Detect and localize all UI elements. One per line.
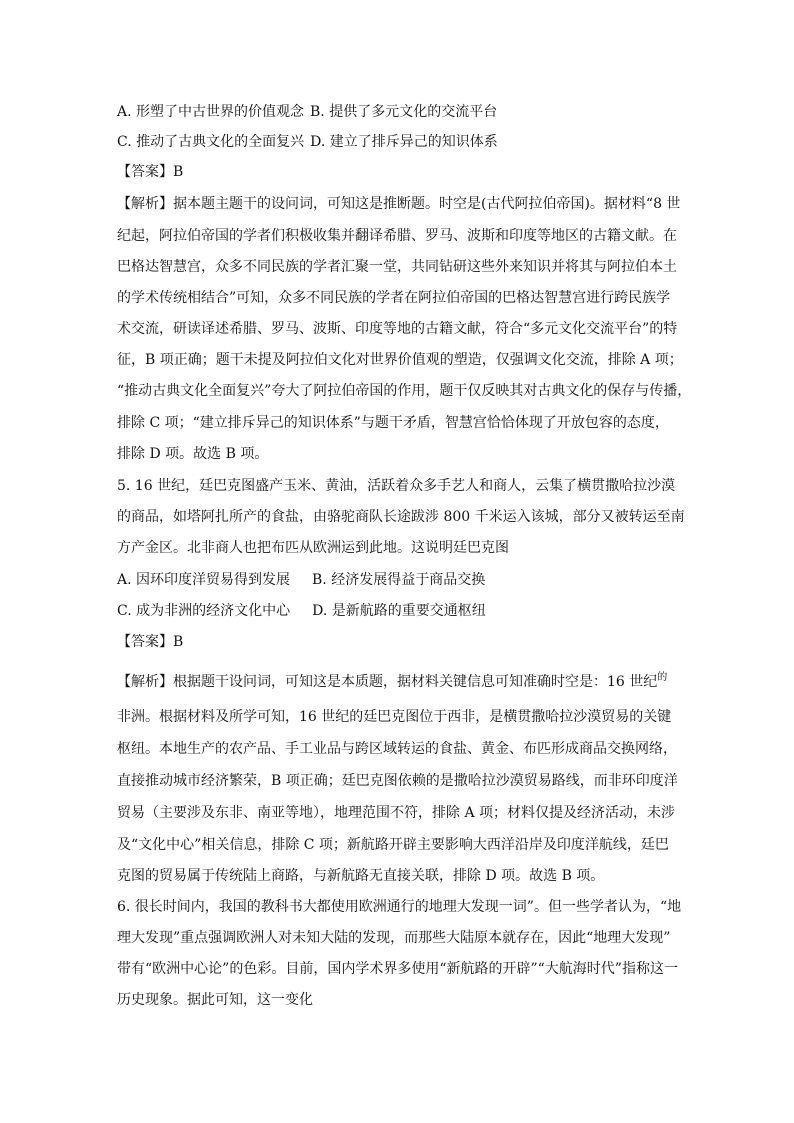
q5-analysis-sup: 的 bbox=[657, 672, 668, 683]
q5-option-b: B. 经济发展得益于商品交换 bbox=[312, 572, 486, 588]
q6-stem-line-1: 6. 很长时间内，我国的教科书大都使用欧洲通行的地理大发现一词”。但一些学者认为，“地 bbox=[117, 899, 682, 915]
q5-analysis-line-2: 非洲。根据材料及所学可知，16 世纪的廷巴克图位于西非，是横贯撒哈拉沙漠贸易的关键 bbox=[117, 709, 672, 725]
q4-answer-label: 【答案】 bbox=[117, 164, 173, 180]
q4-analysis-line-7: “推动古典文化全面复兴”夸大了阿拉伯帝国的作用，题干仅反映其对古典文化的保存与传播， bbox=[117, 383, 692, 399]
q5-answer-value: B bbox=[173, 634, 184, 650]
q4-analysis-line-6: 征，B 项正确；题干未提及阿拉伯文化对世界价值观的塑造，仅强调文化交流，排除 A 项； bbox=[117, 352, 683, 368]
q4-option-d: D. 建立了排斥异己的知识体系 bbox=[310, 134, 498, 150]
q4-answer-value: B bbox=[173, 164, 184, 180]
q4-analysis-text: 据本题主题干的设问词，可知这是推断题。时空是(古代阿拉伯帝国)。据材料“8 世 bbox=[173, 196, 681, 212]
q4-analysis-line-2: 纪起，阿拉伯帝国的学者们积极收集并翻译希腊、罗马、波斯和印度等地区的古籍文献。在 bbox=[117, 228, 677, 244]
q6-stem-line-4: 历史现象。据此可知，这一变化 bbox=[117, 992, 313, 1008]
q5-analysis-line-4: 直接推动城市经济繁荣，B 项正确；廷巴克图依赖的是撒哈拉沙漠贸易路线，而非环印度洋 bbox=[117, 773, 678, 789]
q4-options-row-1 bbox=[117, 102, 497, 122]
q5-analysis-line-5: 贸易（主要涉及东非、南亚等地），地理范围不符，排除 A 项；材料仅提及经济活动，未涉 bbox=[117, 805, 676, 821]
q5-option-c: C. 成为非洲的经济文化中心 bbox=[117, 603, 291, 619]
q4-analysis-line-3: 巴格达智慧宫，众多不同民族的学者汇聚一堂，共同钻研这些外来知识并将其与阿拉伯本土 bbox=[117, 259, 677, 275]
q4-option-b: B. 提供了多元文化的交流平台 bbox=[310, 104, 498, 120]
q5-analysis-line-1 bbox=[117, 672, 667, 694]
q5-answer-label: 【答案】 bbox=[117, 634, 173, 650]
q6-stem-line-2: 理大发现”重点强调欧洲人对未知大陆的发现，而那些大陆原本就存在，因此“地理大发现” bbox=[117, 930, 671, 946]
q5-stem-line-2: 的商品，如塔阿扎所产的食盐，由骆驼商队长途跋涉 800 千米运入该城，部分又被转运至南 bbox=[117, 509, 685, 525]
q4-analysis-line-1 bbox=[117, 194, 680, 214]
q5-answer bbox=[117, 632, 183, 652]
q4-analysis-line-5: 术交流，研读译述希腊、罗马、波斯、印度等地的古籍文献，符合“多元文化交流平台”的特 bbox=[117, 321, 678, 337]
q5-analysis-label: 【解析】 bbox=[117, 674, 173, 690]
q4-analysis-line-4: 的学术传统相结合”可知，众多不同民族的学者在阿拉伯帝国的巴格达智慧宫进行跨民族学 bbox=[117, 290, 671, 306]
q4-options-row-2 bbox=[117, 132, 498, 152]
q5-options-row-1 bbox=[117, 570, 485, 590]
q5-stem-line-3: 方产金区。北非商人也把布匹从欧洲运到此地。这说明廷巴克图 bbox=[117, 540, 509, 556]
q6-stem-line-3: 带有“欧洲中心论”的色彩。目前，国内学术界多使用“新航路的开辟”“大航海时代”指称这一 bbox=[117, 961, 678, 977]
q4-answer bbox=[117, 162, 183, 182]
q5-options-row-2 bbox=[117, 601, 486, 621]
q4-option-c: C. 推动了古典文化的全面复兴 bbox=[117, 134, 305, 150]
q4-analysis-line-9: 排除 D 项。故选 B 项。 bbox=[117, 446, 269, 462]
q5-analysis-text: 根据题干设问词，可知这是本质题，据材料关键信息可知准确时空是：16 世纪 bbox=[173, 674, 658, 690]
q5-analysis-line-3: 枢纽。本地生产的农产品、手工业品与跨区域转运的食盐、黄金、布匹形成商品交换网络， bbox=[117, 741, 677, 757]
q4-analysis-line-8: 排除 C 项；“建立排斥异己的知识体系”与题干矛盾，智慧宫恰恰体现了开放包容的态度， bbox=[117, 415, 669, 431]
q4-analysis-label: 【解析】 bbox=[117, 196, 173, 212]
q5-analysis-line-6: 及“文化中心”相关信息，排除 C 项；新航路开辟主要影响大西洋沿岸及印度洋航线，廷巴 bbox=[117, 837, 669, 853]
q5-option-a: A. 因环印度洋贸易得到发展 bbox=[117, 572, 291, 588]
q5-stem-line-1: 5. 16 世纪，廷巴克图盛产玉米、黄油，活跃着众多手艺人和商人，云集了横贯撒哈拉沙漠 bbox=[117, 478, 676, 494]
q4-option-a: A. 形塑了中古世界的价值观念 bbox=[117, 104, 305, 120]
q5-option-d: D. 是新航路的重要交通枢纽 bbox=[312, 603, 486, 619]
q5-analysis-line-7: 克图的贸易属于传统陆上商路，与新航路无直接关联，排除 D 项。故选 B 项。 bbox=[117, 868, 605, 884]
